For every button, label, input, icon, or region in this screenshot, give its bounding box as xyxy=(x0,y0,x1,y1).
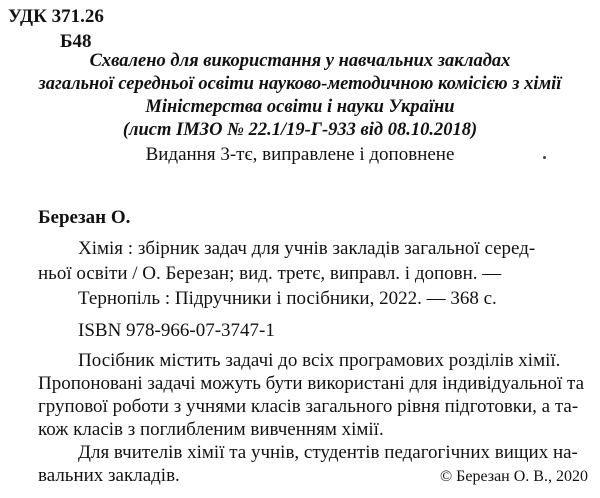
annotation-line: Пропоновані задачі можуть бути використані для індивідуальної та xyxy=(38,373,584,394)
edition-note: Видання 3-тє, виправлене і доповнене xyxy=(145,144,455,165)
approval-line: (лист ІМЗО № 22.1/19-Г-933 від 08.10.2018) xyxy=(122,120,478,140)
description-line: Хімія : збірник задач для учнів закладів загальної серед- xyxy=(78,238,536,259)
author-heading: Березан О. xyxy=(38,207,131,228)
annotation-line: кож класів з поглибленим вивченням хімії. xyxy=(38,419,384,440)
annotation-line: групової роботи з учнями класів загального рівня підготовки, а та- xyxy=(38,396,579,417)
description-line: ньої освіти / О. Березан; вид. третє, виправл. і доповн. — xyxy=(38,263,502,284)
udk-code: УДК 371.26 xyxy=(8,6,104,27)
approval-line: Схвалено для використання у навчальних закладах xyxy=(89,51,511,71)
speck xyxy=(543,156,546,159)
bibliographic-description xyxy=(38,236,585,311)
isbn: ISBN 978-966-07-3747-1 xyxy=(78,320,275,341)
approval-block xyxy=(0,50,600,142)
annotation-line: Для вчителів хімії та учнів, студентів педагогічних вищих на- xyxy=(78,442,578,463)
copyright: © Березан О. В., 2020 xyxy=(440,468,588,485)
annotation-line: Посібник містить задачі до всіх програмових розділів хімії. xyxy=(78,350,561,371)
approval-line: загальної середньої освіти науково-методичною комісією з хімії xyxy=(38,74,562,94)
annotation xyxy=(38,349,585,487)
annotation-line: вальних закладів. xyxy=(38,465,180,486)
description-line: Тернопіль : Підручники і посібники, 2022. — 368 с. xyxy=(78,288,497,309)
approval-line: Міністерства освіти і науки України xyxy=(145,97,455,117)
author-mark: Б48 xyxy=(60,31,92,52)
